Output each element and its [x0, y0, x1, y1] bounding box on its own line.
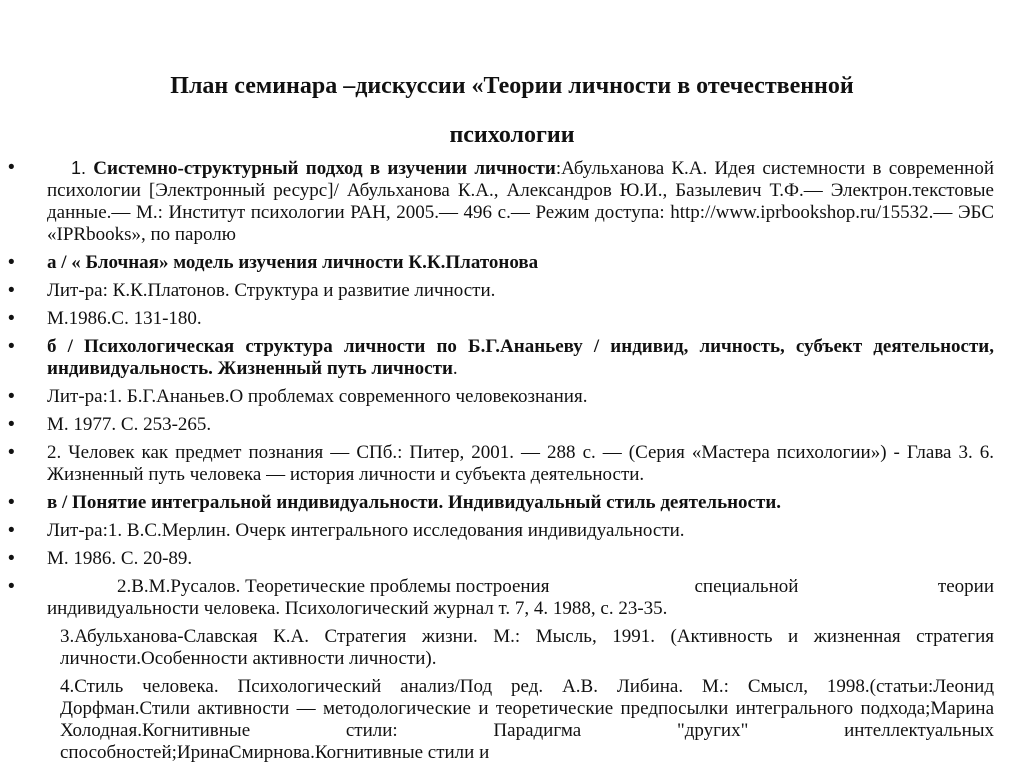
list-item	[0, 548, 1024, 570]
list-item	[0, 157, 1024, 246]
list-item	[0, 386, 1024, 408]
item-text: 2.В.М.Русалов. Теоретические проблемы построения	[117, 576, 550, 597]
list-item	[0, 414, 1024, 436]
item-heading: б / Психологическая структура личности по Б.Г.Ананьеву / индивид, личность, субъект деятельности, индивидуальность. Жизненный путь личности	[47, 336, 994, 379]
list-item	[0, 308, 1024, 330]
list-item	[0, 520, 1024, 542]
item-text: Лит-ра: К.К.Платонов. Структура и развитие личности.	[47, 280, 496, 301]
list-item	[0, 280, 1024, 302]
item-text: Лит-ра:1. Б.Г.Ананьев.О проблемах современного человекознания.	[47, 386, 588, 407]
list-item	[0, 492, 1024, 514]
list-item	[0, 336, 1024, 380]
item-text: Лит-ра:1. В.С.Мерлин. Очерк интегрального исследования индивидуальности.	[47, 520, 685, 541]
list-item	[0, 576, 1024, 620]
list-item	[0, 626, 1024, 670]
page-title	[60, 62, 964, 160]
title-line-2: психологии	[449, 122, 575, 148]
item-text: 2. Человек как предмет познания — СПб.: Питер, 2001. — 288 с. — (Серия «Мастера психологии») - Глава 3. 6. Жизненный путь человека — история личности и субъекта деятельности.	[47, 442, 994, 485]
item-text: .	[452, 358, 458, 379]
list-item	[0, 676, 1024, 764]
item-text: 4.Стиль человека. Психологический анализ/Под ред. А.В. Либина. М.: Смысл, 1998.(статьи:Леонид Дорфман.Стили активности — методологические и теоретические предпосылки интегрального подхода;Марина Холодная.Когнитивные стили: Парадигма "других" интеллектуальных способностей;ИринаСмирнова.Когнитивные стили и	[60, 676, 994, 763]
item-text: специальной теории индивидуальности человека. Психологический журнал т. 7, 4. 1988, с. 23-35.	[47, 576, 994, 619]
item-heading: а / « Блочная» модель изучения личности К.К.Платонова	[47, 252, 539, 273]
list-item	[0, 252, 1024, 274]
item-text: :Абульханова К.А. Идея системности в современной психологии [Электронный ресурс]/ Абульханова К.А., Александров Ю.И., Базылевич Т.Ф.— Электрон.текстовые данные.— М.: Институт психологии РАН, 2005.— 496 с.— Режим доступа: http://www.iprbookshop.ru/15532.— ЭБС «IPRbooks», по паролю	[47, 158, 994, 245]
item-heading: Системно-структурный подход в изучении личности	[93, 158, 556, 179]
item-text: М.1986.С. 131-180.	[47, 308, 202, 329]
item-text: М. 1977. С. 253-265.	[47, 414, 212, 435]
item-number: 1.	[71, 158, 87, 178]
list-item	[0, 442, 1024, 486]
item-heading: в / Понятие интегральной индивидуальности. Индивидуальный стиль деятельности.	[47, 492, 782, 513]
title-line-1: План семинара –дискуссии «Теории личности в отечественной	[170, 73, 854, 99]
item-text: 3.Абульханова-Славская К.А. Стратегия жизни. М.: Мысль, 1991. (Активность и жизненная стратегия личности.Особенности активности личности).	[60, 626, 994, 669]
seminar-plan-list	[0, 157, 1024, 770]
item-text: М. 1986. С. 20-89.	[47, 548, 193, 569]
